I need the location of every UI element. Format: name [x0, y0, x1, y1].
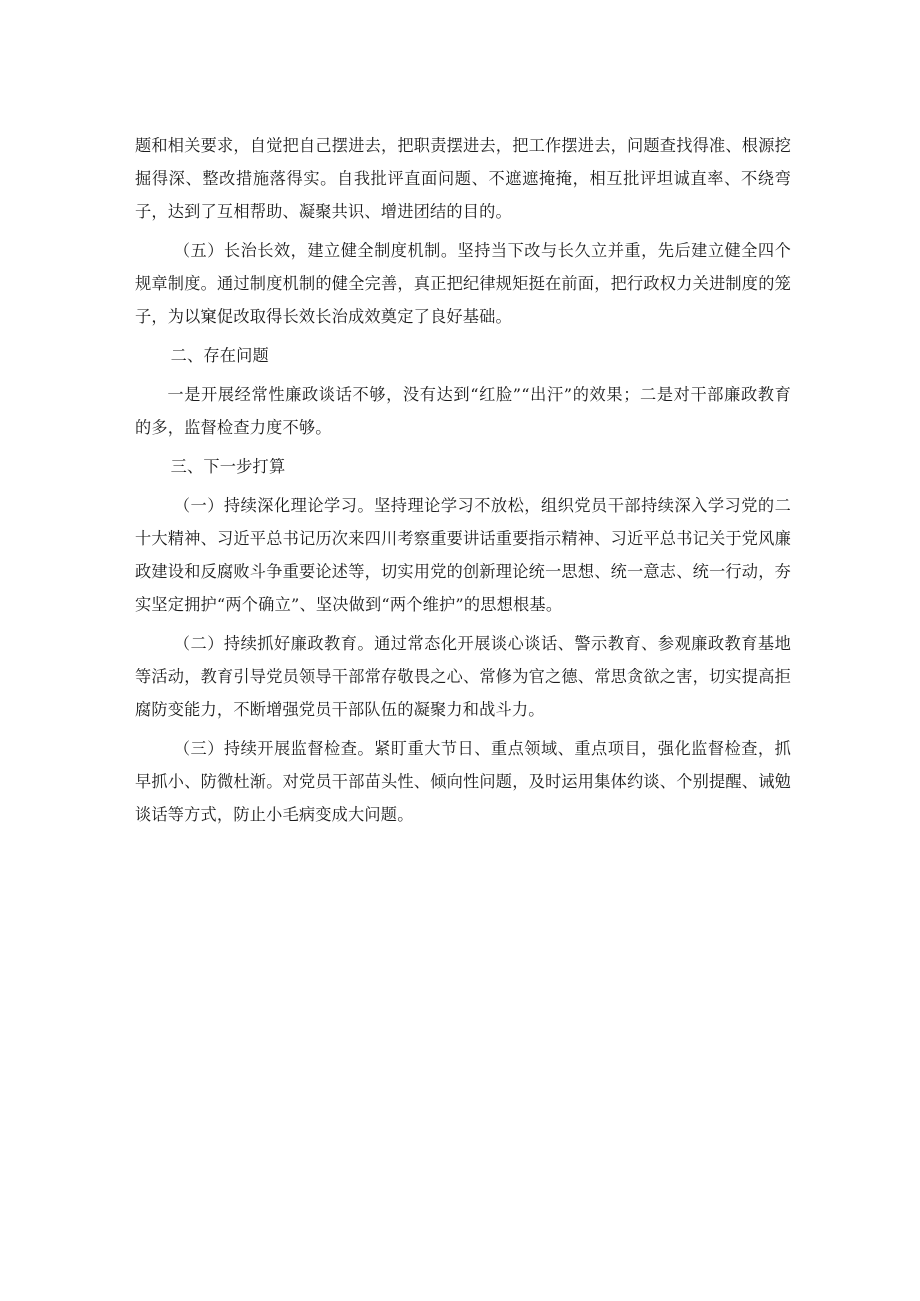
heading-existing-problems: 二、存在问题	[170, 346, 269, 365]
paragraph-continuation: 题和相关要求，自觉把自己摆进去，把职责摆进去，把工作摆进去，问题查找得准、根源挖掘得深、整改措施落得实。自我批评直面问题、不遮遮掩掩，相互批评坦诚直率、不绕弯子，达到了互相帮助、凝聚共识、增进团结的目的。	[135, 136, 791, 221]
heading-next-steps: 三、下一步打算	[170, 457, 286, 476]
paragraph-next-step-three: （三）持续开展监督检查。紧盯重大节日、重点领域、重点项目，强化监督检查，抓早抓小、防微杜渐。对党员干部苗头性、倾向性问题，及时运用集体约谈、个别提醒、诫勉谈话等方式，防止小毛病变成大问题。	[135, 739, 791, 824]
paragraph-section-five: （五）长治长效，建立健全制度机制。坚持当下改与长久立并重，先后建立健全四个规章制度。通过制度机制的健全完善，真正把纪律规矩挺在前面，把行政权力关进制度的笼子，为以窠促改取得长效长治成效奠定了良好基础。	[135, 241, 791, 326]
paragraph-next-step-two: （二）持续抓好廉政教育。通过常态化开展谈心谈话、警示教育、参观廉政教育基地等活动，教育引导党员领导干部常存敬畏之心、常修为官之德、常思贪欲之害，切实提高拒腐防变能力，不断增强党员干部队伍的凝聚力和战斗力。	[135, 634, 791, 719]
paragraph-next-step-one: （一）持续深化理论学习。坚持理论学习不放松，组织党员干部持续深入学习党的二十大精神、习近平总书记历次来四川考察重要讲话重要指示精神、习近平总书记关于党风廉政建设和反腐败斗争重要论述等，切实用党的创新理论统一思想、统一意志、统一行动，夯实坚定拥护“两个确立”、坚决做到“两个维护”的思想根基。	[135, 496, 791, 614]
document-body	[135, 129, 791, 831]
paragraph-problems: 一是开展经常性廉政谈话不够，没有达到“红脸”“出汗”的效果；二是对干部廉政教育的多，监督检查力度不够。	[135, 385, 791, 437]
